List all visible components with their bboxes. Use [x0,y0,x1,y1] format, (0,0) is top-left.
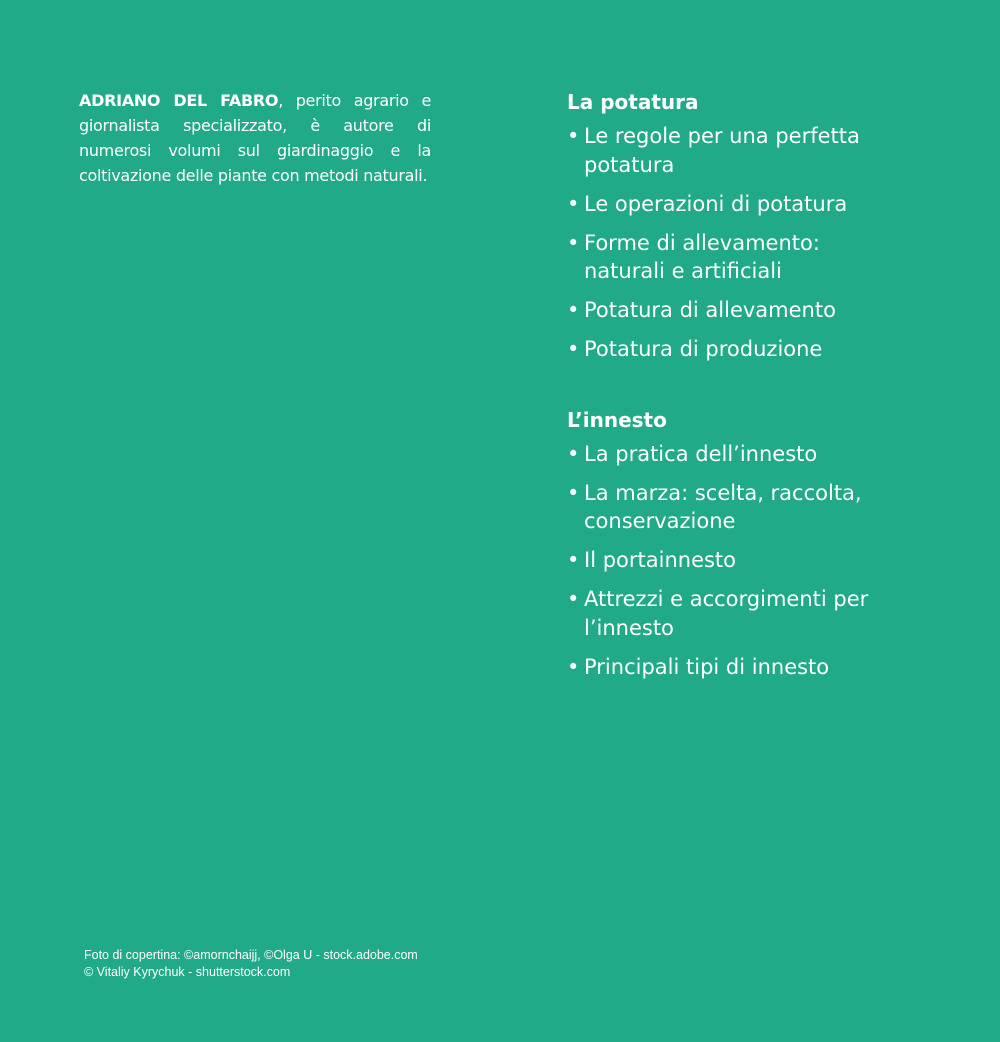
list-item: • La marza: scelta, raccolta, conservazione [567,480,862,533]
bullet-icon: • [567,298,580,322]
bullet-icon: • [567,480,580,505]
list-item: • Potatura di allevamento [567,296,897,325]
bullet-icon: • [567,191,580,216]
table-of-contents [567,88,897,723]
bullet-icon: • [567,337,580,361]
list-item: • Le regole per una perfetta potatura [567,124,860,177]
section-innesto [567,406,897,682]
list-item: • Attrezzi e accorgimenti per l’innesto [567,587,869,640]
author-bio [79,88,431,188]
author-description: , perito agrario e giornalista specializzato, è autore di numerosi volumi sul giardinaggio e la coltivazione delle piante con metodi naturali. [79,91,431,185]
section-title: L’innesto [567,407,667,432]
credits-line-2: © Vitaliy Kyrychuk - shutterstock.com [84,965,291,979]
section-title: La potatura [567,90,699,114]
list-item: • La pratica dell’innesto [567,440,897,469]
author-name: ADRIANO DEL FABRO [79,91,279,110]
bullet-icon: • [567,124,580,148]
bullet-icon: • [567,548,580,572]
list-item: • Forme di allevamento: naturali e artificiali [567,230,820,283]
section-potatura [567,88,897,364]
bullet-icon: • [567,441,580,466]
list-item: • Principali tipi di innesto [567,653,897,682]
photo-credits [84,947,418,981]
bullet-icon: • [567,587,580,611]
list-item: • Potatura di produzione [567,335,897,364]
credits-line-1: Foto di copertina: ©amornchaijj, ©Olga U - stock.adobe.com [84,948,418,962]
bullet-icon: • [567,230,580,255]
list-item: • Il portainnesto [567,546,897,575]
bullet-icon: • [567,654,580,679]
list-item: • Le operazioni di potatura [567,190,897,219]
